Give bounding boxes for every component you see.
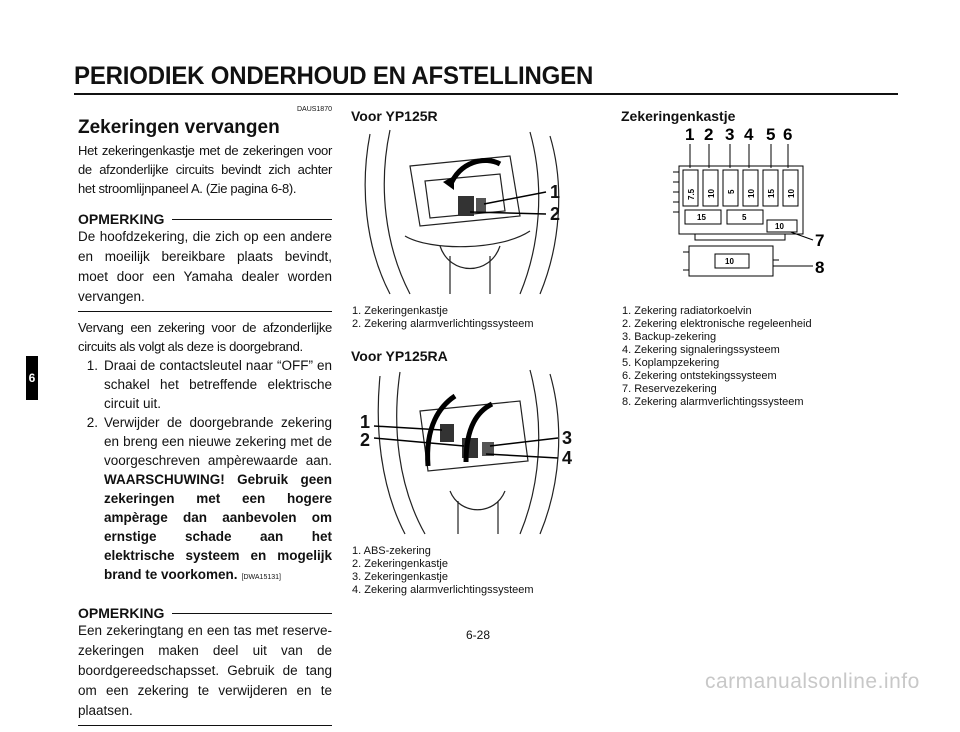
header-rule (74, 93, 898, 95)
fuse-number: 3 (725, 125, 735, 144)
fuse-number: 4 (744, 125, 754, 144)
fuse-value: 15 (697, 213, 706, 222)
fuse-value: 10 (707, 189, 716, 198)
fuse-value: 5 (727, 189, 736, 194)
note-text-2: Een zekeringtang en een tas met reserve-zekeringen maken deel uit van de boordgereedschapsset. Gebruik de tang om een zekering te verwijderen en te plaatsen. (78, 623, 332, 718)
caption-item: 1. Zekeringenkastje (352, 305, 448, 317)
page-number: 6-28 (466, 628, 491, 642)
note-heading-2: OPMERKING (78, 605, 332, 621)
caption-item: 8. Zekering alarmverlichtingssysteem (622, 396, 804, 408)
fusebox-title: Zekeringenkastje (621, 108, 736, 124)
caption-item: 2. Zekeringenkastje (352, 558, 448, 570)
fuse-number: 2 (704, 125, 714, 144)
fig2-callout-3: 3 (562, 428, 573, 448)
step-item: 1. Draai de contactsleutel naar “OFF” en schakel het betreffende elektrische circuit uit. (86, 358, 332, 411)
watermark: carmanualsonline.info (705, 670, 920, 693)
fuse-value: 10 (775, 222, 784, 231)
fuse-value: 10 (787, 189, 796, 198)
note-heading-1: OPMERKING (78, 211, 332, 227)
caption-item: 2. Zekering alarmverlichtingssysteem (352, 318, 534, 330)
fuse-number: 7 (815, 231, 825, 250)
figure-2-title: Voor YP125RA (351, 348, 448, 364)
fuse-value: 10 (747, 189, 756, 198)
fig1-callout-2: 2 (550, 204, 561, 224)
caption-item: 4. Zekering alarmverlichtingssysteem (352, 584, 534, 596)
note-end-rule-1 (78, 311, 332, 312)
fig2-callout-2: 2 (360, 430, 371, 450)
caption-item: 1. Zekering radiatorkoelvin (622, 305, 752, 317)
caption-item: 7. Reservezekering (622, 383, 717, 395)
figure-2-illustration (370, 366, 580, 536)
fuse-number: 5 (766, 125, 776, 144)
left-column (78, 106, 332, 732)
intro-paragraph: Het zekeringenkastje met de zekeringen voor de afzonderlijke circuits bevindt zich achter het stroomlijnpaneel A. (Zie pagina 6-8). (78, 143, 332, 196)
fuse-value: 7.5 (687, 188, 696, 200)
figure-2-captions (352, 545, 534, 597)
procedure-intro: Vervang een zekering voor de afzonderlijke circuits als volgt als deze is doorgebrand. (78, 320, 332, 354)
caption-item: 3. Zekeringenkastje (352, 571, 448, 583)
figure-1-title: Voor YP125R (351, 108, 438, 124)
caption-item: 3. Backup-zekering (622, 331, 717, 343)
fig2-callout-1: 1 (360, 412, 371, 432)
fig1-callout-1: 1 (550, 182, 561, 202)
caption-item: 4. Zekering signaleringssysteem (622, 344, 780, 356)
caption-item: 1. ABS-zekering (352, 545, 431, 557)
fusebox-captions (622, 305, 812, 409)
caption-item: 6. Zekering ontstekingssysteem (622, 370, 777, 382)
caption-item: 5. Koplampzekering (622, 357, 720, 369)
fuse-number: 1 (685, 125, 695, 144)
warning-code: [DWA15131] (241, 574, 281, 581)
fuse-value: 5 (742, 213, 747, 222)
chapter-tab: 6 (26, 356, 38, 400)
fuse-number: 8 (815, 258, 825, 277)
caption-item: 2. Zekering elektronische regeleenheid (622, 318, 812, 330)
fusebox-diagram (655, 122, 845, 292)
note-end-rule-2 (78, 725, 332, 726)
procedure-steps (78, 356, 332, 587)
fuse-number: 6 (783, 125, 793, 144)
note-text-1: De hoofdzekering, die zich op een andere en moeilijk bereikbare plaats bevindt, moet door een Yamaha dealer worden vervangen. (78, 229, 332, 304)
fuse-value: 10 (725, 257, 734, 266)
page-header-title: PERIODIEK ONDERHOUD EN AFSTELLINGEN (74, 62, 594, 90)
fig2-callout-4: 4 (562, 448, 573, 468)
section-heading: Zekeringen vervangen (78, 117, 280, 138)
section-code: DAUS1870 (296, 106, 332, 113)
figure-1-captions (352, 305, 534, 331)
step-item: 2. Verwijder de doorgebrande zekering en breng een nieuwe zekering met de voorgeschreven ampèrewaarde aan. WAARSCHUWING! Gebruik geen zekeringen met een hogere ampèrage dan aanbevolen om ernstige schade aan het elektrische systeem en mogelijk brand te voorkomen. [DWA15131] (86, 415, 332, 582)
fuse-value: 15 (767, 189, 776, 198)
warning-text: WAARSCHUWING! Gebruik geen zekeringen met een hogere ampèrage dan aanbevolen om ernstige schade aan het elektrische systeem en mogelijk brand te voorkomen. (104, 472, 332, 582)
